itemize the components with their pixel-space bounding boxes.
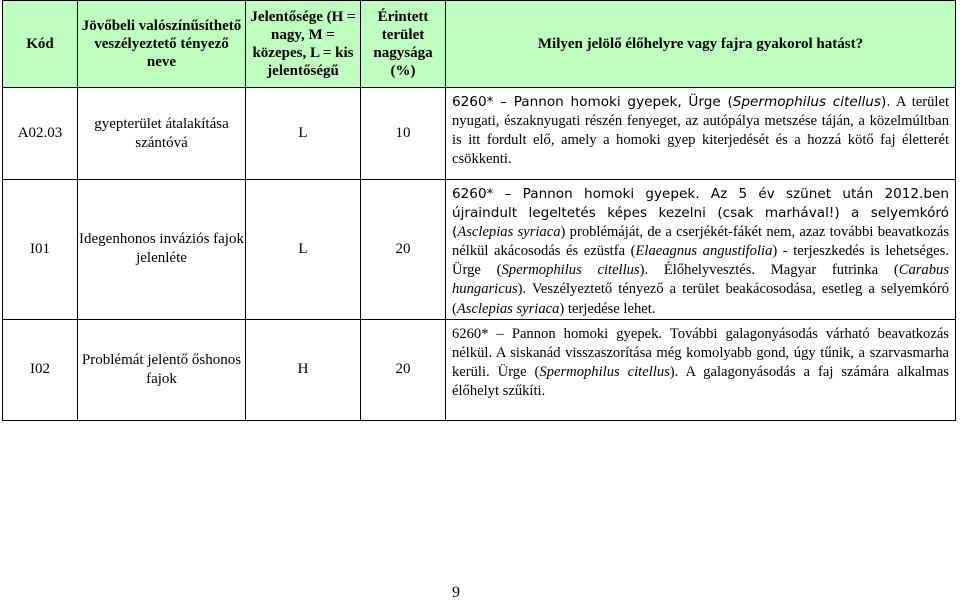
- header-importance: Jelentősége (H = nagy, M = közepes, L = kis jelentőségű: [246, 1, 361, 88]
- description-segment: A terület nyugati, északnyugati részén fenyeget, az autópálya metszése táján, a közelmúltban is itt fordult elő, amely a homoki gyep kiterjedését és a hozzá kötő faj életterét csökkenti.: [452, 94, 949, 168]
- header-threat-name: Jövőbeli valószínűsíthető veszélyeztető tényező neve: [78, 1, 246, 88]
- description-segment: Asclepias syriaca: [457, 224, 561, 241]
- description-segment: Asclepias syriaca: [456, 300, 560, 317]
- table-row: [3, 88, 956, 180]
- table-header-row: [3, 1, 956, 88]
- threats-table: [2, 0, 956, 421]
- affected-area-percent: 20: [361, 319, 446, 420]
- description-segment: ). Veszélyeztető tényező a terület beakácosodása, esetleg a selyemkóró (: [452, 281, 949, 317]
- table-row: [3, 319, 956, 420]
- description-segment: ) terjedése lehet.: [559, 300, 656, 317]
- description-segment: ) problémáját, de a cserjékét-fákét nem, azaz további beavatkozás nélkül akácosodás és ezüstfa (: [452, 224, 950, 260]
- description-segment: Elaeagnus angustifolia: [635, 243, 773, 260]
- description-segment: 6260* – Pannon homoki gyepek, Ürge (: [452, 94, 733, 110]
- description-segment: 6260* – Pannon homoki gyepek. Az 5 év szünet után 2012.ben újraindult legeltetés képes kezelni (csak marhával!) a selyemkóró (: [452, 186, 949, 241]
- importance-level: H: [246, 319, 361, 420]
- description-segment: ) - terjeszkedés is lehetséges. Ürge (: [452, 243, 949, 279]
- threat-code: A02.03: [3, 88, 78, 180]
- threat-code: I02: [3, 319, 78, 420]
- description-segment: ). A galagonyásodás a faj számára alkalmas élőhelyt szűkíti.: [452, 363, 949, 399]
- description-segment: Carabus hungaricus: [452, 262, 949, 298]
- description-segment: Spermophilus citellus: [501, 262, 640, 279]
- description-segment: ).: [881, 94, 891, 110]
- threat-name: gyepterület átalakítása szántóvá: [78, 88, 246, 180]
- table-row: [3, 180, 956, 320]
- importance-level: L: [246, 88, 361, 180]
- affected-habitat-description: [446, 319, 956, 420]
- description-segment: Spermophilus citellus: [732, 94, 881, 110]
- description-segment: Spermophilus citellus: [539, 363, 670, 380]
- threat-name: Idegenhonos inváziós fajok jelenléte: [78, 180, 246, 320]
- importance-level: L: [246, 180, 361, 320]
- page-number: 9: [452, 584, 460, 601]
- threat-name: Problémát jelentő őshonos fajok: [78, 319, 246, 420]
- description-segment: ). Élőhelyvesztés. Magyar futrinka (: [639, 262, 899, 279]
- header-affected-habitat: Milyen jelölő élőhelyre vagy fajra gyakorol hatást?: [446, 1, 956, 88]
- header-affected-area: Érintett terület nagysága (%): [361, 1, 446, 88]
- affected-habitat-description: [446, 180, 956, 320]
- description-segment: 6260* – Pannon homoki gyepek. További galagonyásodás várható beavatkozás nélkül. A siskanád visszaszorítása még komolyabb gond, úgy tűnik, a szarvasmarha kerüli. Ürge (: [452, 325, 949, 380]
- affected-area-percent: 20: [361, 180, 446, 320]
- header-code: Kód: [3, 1, 78, 88]
- affected-area-percent: 10: [361, 88, 446, 180]
- affected-habitat-description: [446, 88, 956, 180]
- threat-code: I01: [3, 180, 78, 320]
